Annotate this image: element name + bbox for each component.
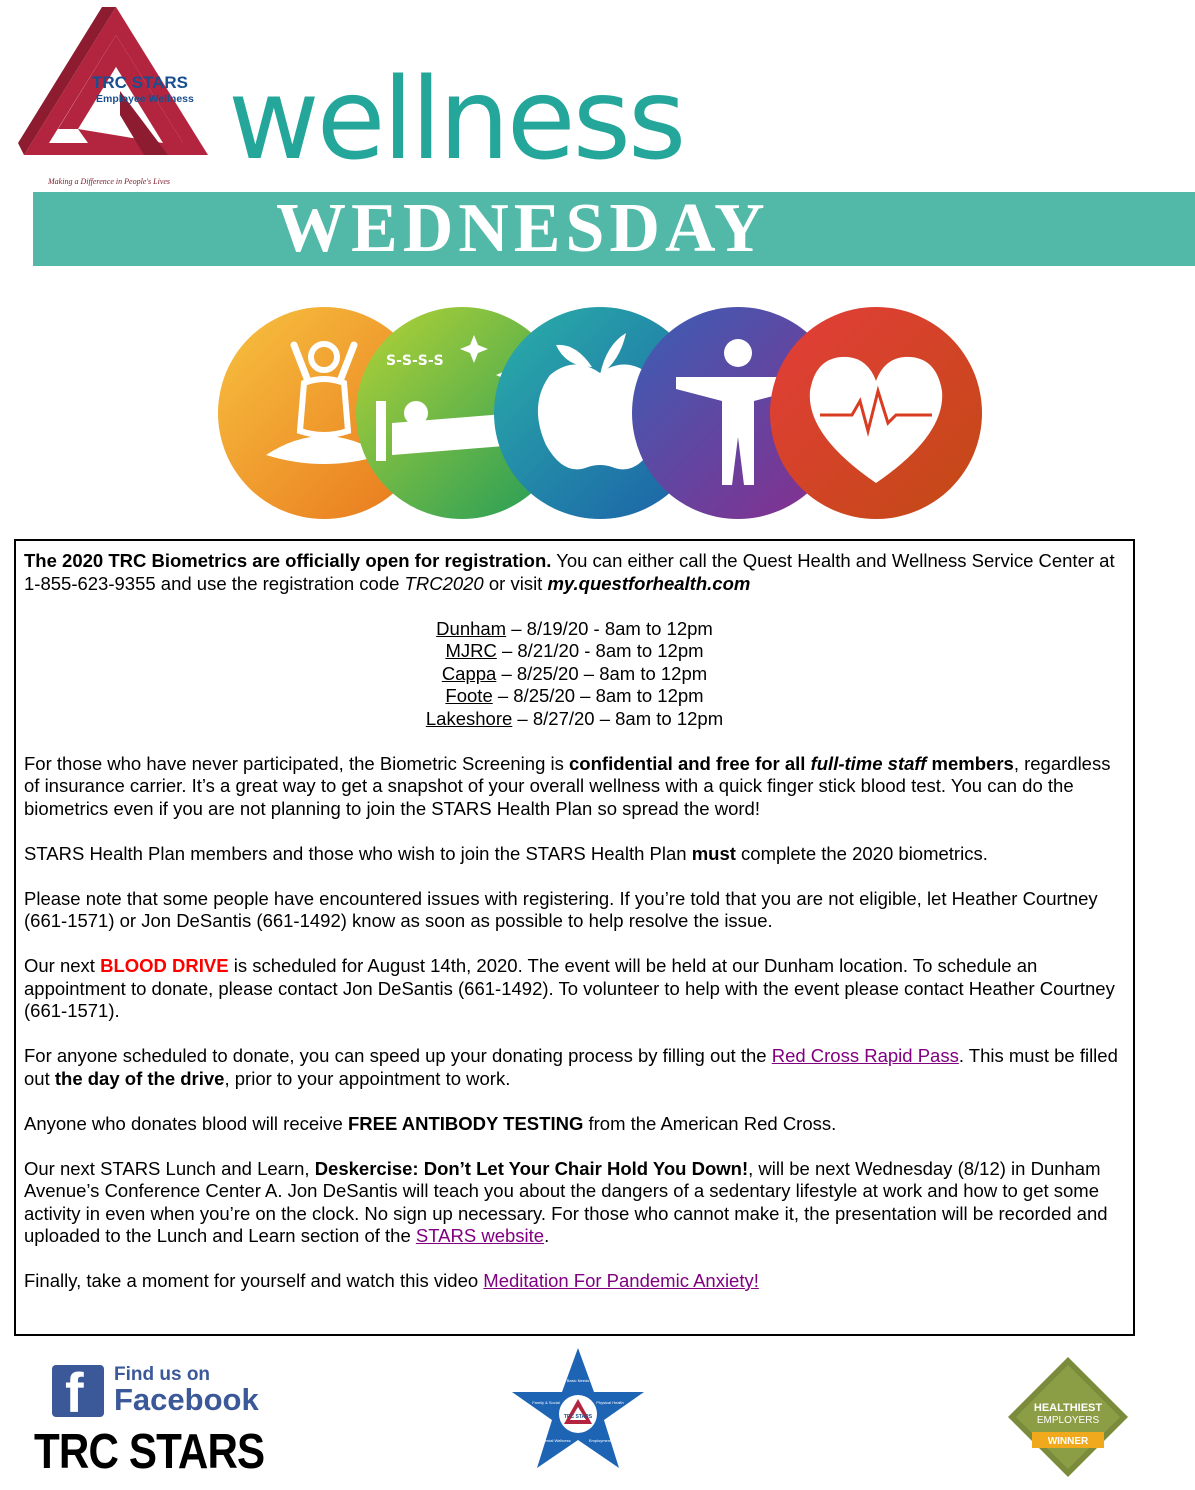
badge-winner-text: WINNER	[1047, 1436, 1089, 1447]
badge-top-text: HEALTHIEST	[1033, 1402, 1103, 1414]
health-plan-text: STARS Health Plan members and those who wish to join the STARS Health Plan	[24, 842, 692, 864]
health-plan-text-rest: complete the 2020 biometrics.	[735, 842, 988, 864]
health-plan-paragraph	[24, 843, 1125, 866]
logo-subtitle: Employee Wellness	[96, 93, 194, 105]
blood-drive-text-rest: is scheduled for August 14th, 2020. The event will be held at our Dunham location. To schedule an appointment to donate, please contact Jon DeSantis (661-1492). To volunteer to help with the event please contact Heather Courtney (661-1571).	[24, 955, 1115, 1021]
screening-bold-members: members	[926, 752, 1014, 774]
rapid-pass-paragraph	[24, 1045, 1125, 1090]
meditation-text: Finally, take a moment for yourself and watch this video	[24, 1270, 484, 1291]
star-label: Employment	[588, 1438, 612, 1443]
schedule-row	[24, 685, 1125, 708]
antibody-text-rest: from the American Red Cross.	[583, 1112, 837, 1134]
rapid-pass-text-2: . This must be filled out	[24, 1045, 1118, 1089]
meditation-paragraph	[24, 1270, 1125, 1293]
blood-drive-paragraph	[24, 955, 1125, 1023]
trc-stars-footer-title: TRC STARS	[34, 1425, 265, 1479]
intro-text: You can either call the Quest Health and Wellness Service Center at 1-855-623-9355 and use the registration code	[24, 550, 1115, 594]
schedule-details: – 8/25/20 – 8am to 12pm	[492, 685, 704, 706]
star-label: Family & Social	[532, 1400, 560, 1405]
rapid-pass-link[interactable]: Red Cross Rapid Pass	[771, 1045, 959, 1066]
screening-text: For those who have never participated, the Biometric Screening is	[24, 752, 570, 774]
quest-website: my.questforhealth.com	[547, 572, 751, 594]
schedule-details: – 8/19/20 - 8am to 12pm	[506, 617, 713, 639]
schedule-row	[24, 708, 1125, 731]
schedule-row	[24, 618, 1125, 641]
star-logo-text: TRC STARS	[563, 1414, 593, 1420]
wellness-heading: wellness	[228, 55, 684, 185]
intro-bold: The 2020 TRC Biometrics are officially open for registration.	[24, 550, 552, 571]
badge-mid-text: EMPLOYERS	[1036, 1415, 1100, 1426]
meditation-video-link[interactable]: Meditation For Pandemic Anxiety!	[483, 1270, 759, 1291]
lunch-learn-text-2: , will be next Wednesday (8/12) in Dunham Avenue’s Conference Center A. Jon DeSantis will teach you about the dangers of a sedentary lifestyle at work and how to get some activity in even when you’re on the clock. No sign up necessary. For those who cannot make it, the presentation will be recorded and uploaded to the Lunch and Learn section of the	[24, 1157, 1108, 1246]
announcement-box	[14, 539, 1135, 1336]
schedule-location: Foote	[445, 685, 493, 706]
registration-issues-paragraph: Please note that some people have encountered issues with registering. If you’re told that you are not eligible, let Heather Courtney (661-1571) or Jon DeSantis (661-1492) know as soon as possible to help resolve the issue.	[24, 887, 1098, 931]
schedule-location: Cappa	[441, 662, 497, 684]
screening-bold: confidential and free for all	[569, 752, 811, 774]
facebook-word: Facebook	[114, 1382, 259, 1417]
blood-drive-highlight: BLOOD DRIVE	[100, 955, 229, 976]
schedule-details: – 8/25/20 – 8am to 12pm	[496, 662, 708, 684]
trc-stars-logo	[18, 5, 213, 190]
rapid-pass-bold: the day of the drive	[54, 1067, 225, 1089]
star-label: Basic Needs	[566, 1378, 590, 1383]
lunch-learn-paragraph	[24, 1158, 1125, 1248]
logo-title: TRC STARS	[92, 73, 189, 92]
heart-icon	[770, 307, 982, 519]
rapid-pass-text-3: , prior to your appointment to work.	[224, 1067, 511, 1089]
facebook-find-text: Find us on	[114, 1364, 211, 1385]
antibody-text: Anyone who donates blood will receive	[24, 1112, 348, 1134]
schedule-location: Lakeshore	[425, 707, 513, 729]
schedule-location: MJRC	[445, 640, 497, 661]
lunch-learn-text: Our next STARS Lunch and Learn,	[24, 1157, 315, 1179]
rapid-pass-text: For anyone scheduled to donate, you can speed up your donating process by filling out the	[24, 1045, 772, 1066]
registration-code: TRC2020	[404, 572, 484, 594]
logo-tagline: Making a Difference in People's Lives	[48, 177, 171, 186]
stars-website-link[interactable]: STARS website	[415, 1225, 545, 1246]
lunch-learn-title: Deskercise: Don’t Let Your Chair Hold You Down!	[314, 1157, 749, 1179]
schedule-row	[24, 640, 1125, 663]
facebook-badge[interactable]	[52, 1362, 262, 1422]
healthiest-employers-badge	[1006, 1355, 1130, 1479]
intro-paragraph	[24, 550, 1125, 595]
svg-text:S-S-S-S: S-S-S-S	[386, 353, 444, 369]
wednesday-heading: WEDNESDAY	[276, 190, 770, 267]
lunch-learn-text-3: .	[544, 1225, 550, 1246]
schedule-details: – 8/21/20 - 8am to 12pm	[496, 640, 704, 661]
health-plan-must: must	[691, 842, 736, 864]
screening-text-rest: , regardless of insurance carrier. It’s a great way to get a snapshot of your overall wellness with a quick finger stick blood test. You can do the biometrics even if you are not planning to join the STARS Health Plan so spread the word!	[24, 752, 1111, 819]
facebook-icon: f	[52, 1365, 104, 1417]
antibody-paragraph	[24, 1113, 1125, 1136]
schedule-row	[24, 663, 1125, 686]
blood-drive-text: Our next	[24, 955, 101, 976]
star-label: Mental Wellness	[541, 1438, 571, 1443]
schedule-location: Dunham	[436, 617, 507, 639]
screening-paragraph	[24, 753, 1125, 821]
screening-bold-italic: full-time staff	[810, 752, 927, 774]
schedule-details: – 8/27/20 – 8am to 12pm	[512, 707, 724, 729]
star-label: Physical Health	[596, 1400, 624, 1405]
antibody-bold: FREE ANTIBODY TESTING	[347, 1112, 584, 1134]
intro-or: or visit	[483, 572, 548, 594]
wellness-icons-strip	[216, 305, 982, 521]
stars-star-logo	[508, 1346, 648, 1476]
biometrics-schedule	[24, 618, 1125, 731]
